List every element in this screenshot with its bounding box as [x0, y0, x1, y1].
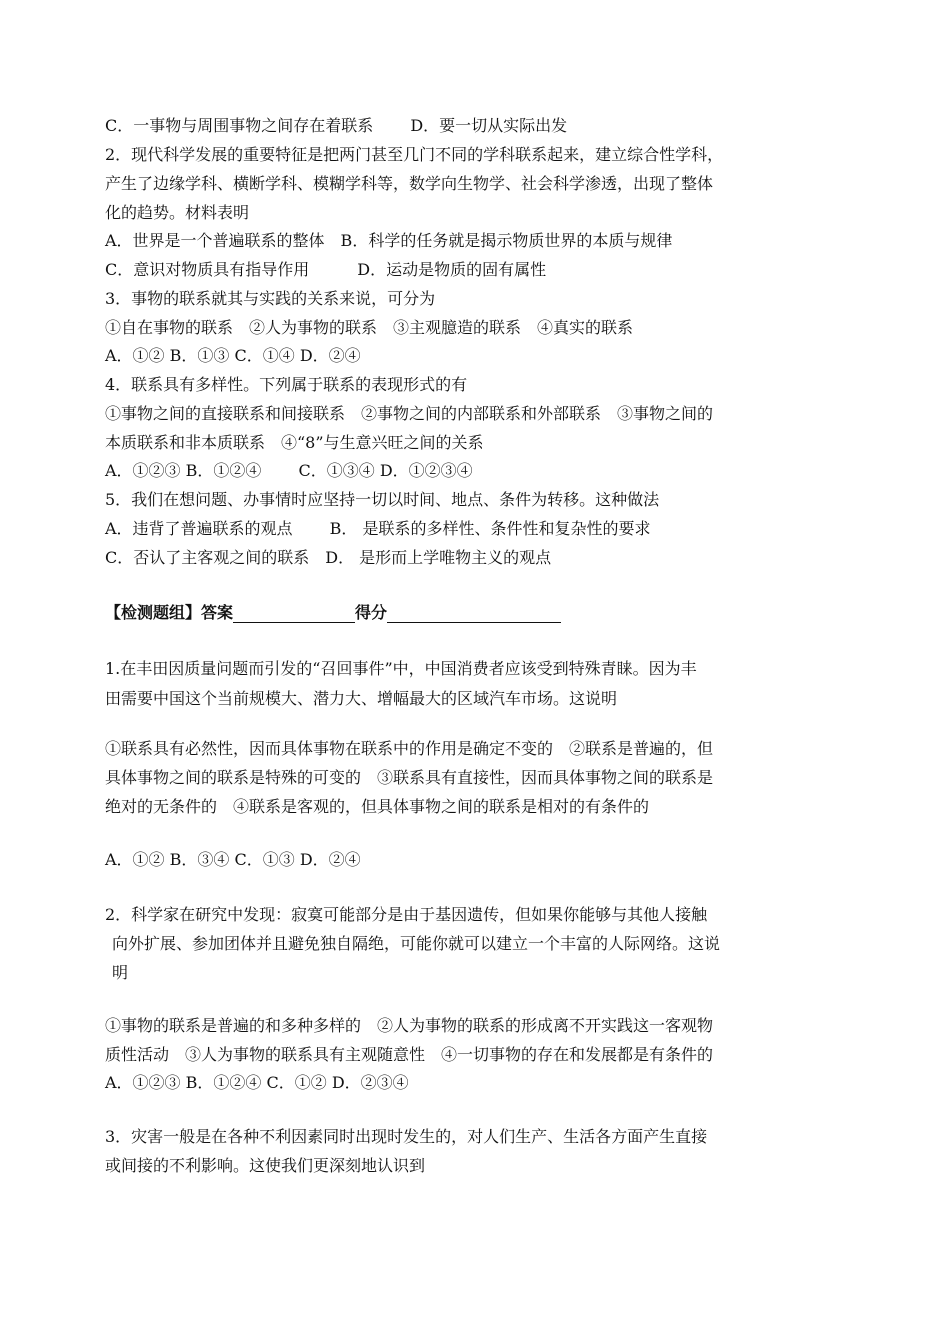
q2-stem-line2: 向外扩展、参加团体并且避免独自隔绝，可能你就可以建立一个丰富的人际网络。这说 — [112, 934, 721, 953]
q2-options: A．①②③ B．①②④ C．①② D．②③④ — [105, 1073, 409, 1092]
practice-q2-options-ab: A．世界是一个普遍联系的整体 B．科学的任务就是揭示物质世界的本质与规律 — [105, 231, 673, 250]
practice-q3-options: A．①② B．①③ C．①④ D．②④ — [105, 346, 361, 365]
q1-statements-line2: 具体事物之间的联系是特殊的可变的 ③联系具有直接性，因而具体事物之间的联系是 — [105, 768, 714, 787]
answer-blank[interactable] — [233, 606, 355, 623]
answer-label: 答案 — [201, 603, 234, 622]
practice-q2-options-cd: C．意识对物质具有指导作用 D．运动是物质的固有属性 — [105, 260, 547, 279]
q2-statements-line1: ①事物的联系是普遍的和多种多样的 ②人为事物的联系的形成离不开实践这一客观物 — [105, 1016, 714, 1035]
practice-q3-stem: 3．事物的联系就其与实践的关系来说，可分为 — [105, 289, 436, 308]
practice-q2-stem-line1: 2．现代科学发展的重要特征是把两门甚至几门不同的学科联系起来，建立综合性学科， — [105, 145, 724, 164]
practice-q2-stem-line2: 产生了边缘学科、横断学科、模糊学科等，数学向生物学、社会科学渗透，出现了整体 — [105, 174, 714, 193]
practice-q4-statements-line1: ①事物之间的直接联系和间接联系 ②事物之间的内部联系和外部联系 ③事物之间的 — [105, 404, 714, 423]
practice-q4-stem: 4．联系具有多样性。下列属于联系的表现形式的有 — [105, 375, 468, 394]
score-label: 得分 — [355, 603, 388, 622]
q1-stem-line2: 田需要中国这个当前规模大、潜力大、增幅最大的区域汽车市场。这说明 — [105, 689, 618, 708]
q2-statements-line2: 质性活动 ③人为事物的联系具有主观随意性 ④一切事物的存在和发展都是有条件的 — [105, 1045, 714, 1064]
practice-q4-options: A．①②③ B．①②④ C．①③④ D．①②③④ — [105, 461, 473, 480]
q1-statements-line3: 绝对的无条件的 ④联系是客观的，但具体事物之间的联系是相对的有条件的 — [105, 797, 650, 816]
check-group-title: 【检测题组】 — [105, 603, 202, 622]
q3-stem-line2: 或间接的不利影响。这使我们更深刻地认识到 — [105, 1156, 426, 1175]
practice-q5-stem: 5．我们在想问题、办事情时应坚持一切以时间、地点、条件为转移。这种做法 — [105, 490, 660, 509]
practice-q3-statements: ①自在事物的联系 ②人为事物的联系 ③主观臆造的联系 ④真实的联系 — [105, 318, 634, 337]
q3-stem-line1: 3．灾害一般是在各种不利因素同时出现时发生的，对人们生产、生活各方面产生直接 — [105, 1127, 708, 1146]
q1-stem-line1: 1.在丰田因质量问题而引发的“召回事件”中，中国消费者应该受到特殊青睐。因为丰 — [105, 659, 697, 678]
practice-q4-statements-line2: 本质联系和非本质联系 ④“8”与生意兴旺之间的关系 — [105, 433, 484, 452]
score-blank[interactable] — [387, 606, 561, 623]
q2-stem-line1: 2．科学家在研究中发现：寂寞可能部分是由于基因遗传，但如果你能够与其他人接触 — [105, 905, 708, 924]
check-group-header — [105, 603, 561, 623]
practice-q5-options-ab: A．违背了普遍联系的观点 B． 是联系的多样性、条件性和复杂性的要求 — [105, 519, 651, 538]
practice-q5-options-cd: C．否认了主客观之间的联系 D． 是形而上学唯物主义的观点 — [105, 548, 552, 567]
practice-q2-stem-line3: 化的趋势。材料表明 — [105, 203, 250, 222]
q1-statements-line1: ①联系具有必然性，因而具体事物在联系中的作用是确定不变的 ②联系是普遍的，但 — [105, 739, 714, 758]
q1-options: A．①② B．③④ C．①③ D．②④ — [105, 850, 361, 869]
q2-stem-line3: 明 — [112, 963, 129, 982]
practice-q1-options-cd: C．一事物与周围事物之间存在着联系 D．要一切从实际出发 — [105, 116, 568, 135]
